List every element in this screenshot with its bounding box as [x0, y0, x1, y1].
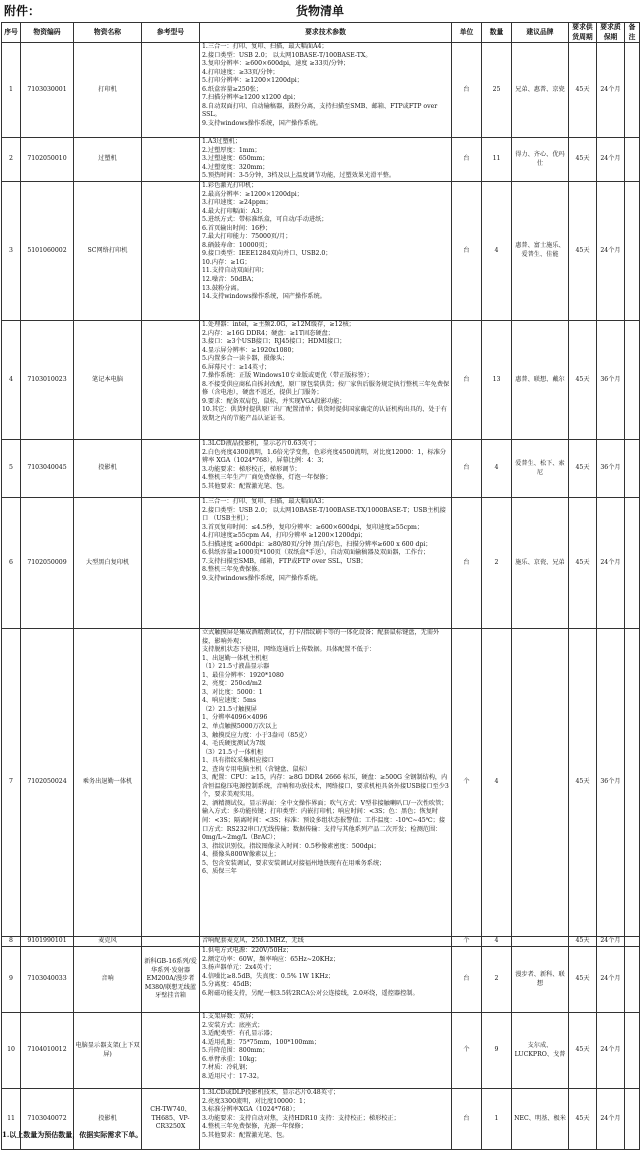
row-note: [625, 321, 640, 440]
col-name: 物资名称: [74, 23, 142, 43]
row-qty: 4: [482, 629, 512, 937]
table-row: [2, 321, 640, 440]
row-warranty: 24个月: [597, 1089, 625, 1150]
row-name: 电脑显示器支架(上下双屏): [74, 1013, 142, 1089]
row-warranty: 24个月: [597, 947, 625, 1013]
row-period: 45天: [569, 1013, 597, 1089]
row-model: [142, 937, 200, 947]
row-warranty: 24个月: [597, 43, 625, 138]
row-spec: 1.支架屏数：双屏； 2.安装方式：底座式； 3.适配类型：有孔显示器； 4.适用孔距：75*75mm，100*100mm； 5.升降范围：800mm； 6.单臂承重：10kg； 7.材质：冷轧钢； 8.适用尺寸：17-32。: [200, 1013, 452, 1089]
row-model: [142, 138, 200, 182]
row-qty: 25: [482, 43, 512, 138]
row-code: 7104010012: [21, 1013, 74, 1089]
row-code: 7103010023: [21, 321, 74, 440]
row-note: [625, 43, 640, 138]
row-name: 乘务出退勤一体机: [74, 629, 142, 937]
row-note: [625, 440, 640, 498]
row-warranty: 36个月: [597, 440, 625, 498]
row-no: 6: [2, 498, 21, 629]
table-row: [2, 440, 640, 498]
row-name: 过塑机: [74, 138, 142, 182]
table-row: [2, 629, 640, 937]
row-period: 45天: [569, 1089, 597, 1150]
row-period: 45天: [569, 937, 597, 947]
row-qty: 4: [482, 182, 512, 321]
row-no: 8: [2, 937, 21, 947]
row-qty: 13: [482, 321, 512, 440]
row-no: 3: [2, 182, 21, 321]
table-row: [2, 498, 640, 629]
row-no: 4: [2, 321, 21, 440]
row-period: 45天: [569, 321, 597, 440]
row-no: 9: [2, 947, 21, 1013]
row-brand: 爱普生、松下、索尼: [512, 440, 569, 498]
row-unit: 台: [452, 182, 482, 321]
table-header-row: [2, 23, 640, 43]
row-model: [142, 182, 200, 321]
row-model: [142, 629, 200, 937]
row-unit: 台: [452, 498, 482, 629]
row-brand: 惠普、富士施乐、爱普生、佳能: [512, 182, 569, 321]
row-spec: 立式触摸屏是集成酒精测试仪，打卡/指纹刷卡等的一体化设备；配套鼠标键盘，无需外接，影响外观； 支持脱机状态下使用，网络连通后上传数据。具体配置不低于： 1、出退勤一体机主机柜 （1）21.5寸液晶显示器 1、最佳分辨率：1920*1080 2、亮度：250cd/m2 3、对比度：5000：1 4、响应速度：5ms （2）21.5寸触摸屏 1、分辨率4096×4096 2、单点触摸5000万次以上 3、触摸反应力度：小于3盎司（85克） 4、毛氏硬度测试为7级 （3）21.5寸一体机柜 1、具有指纹采集相应接口 2、查询专用电脑主机（含键盘、鼠标） 3、配置：CPU：≥15，内存：≥8G DDR4 2666 标压，硬盘：≥500G 全钢制结构，内含恒温稳压电源控制系统，音响和功放技术，网络接口，要求机柜具备外接USB接口至少3个，要求美观实用。 2、酒精测试仪。显示界面：全中文操作界面；吹气方式：V型非接触喇叭口/一次性吹管；输入方式：多功能按键；打印类型：内嵌打印机；响应时间：<3S；色：黑色；恢复时间：<3S；隔离时间：<3S；标准：预设多组状态报警值；工作温度：-10℃~45℃；接口方式：RS232串口/无线传输；数据传输：支持与其他系列产品二次开发；检测范围：0mg/L~2mg/L（BrAC）； 3、指纹识别仪。指纹图像录入时间：0.5秒像素密度：500dpi； 4、摄像头800W像素以上； 5、包含安装调试，要求安装调试对接福州地铁现有在用乘务系统； 6、质保三年: [200, 629, 452, 937]
table-row: [2, 1013, 640, 1089]
row-unit: 台: [452, 1089, 482, 1150]
row-warranty: 24个月: [597, 1013, 625, 1089]
row-no: 5: [2, 440, 21, 498]
row-unit: 台: [452, 947, 482, 1013]
row-note: [625, 182, 640, 321]
row-code: 7103040072: [21, 1089, 74, 1150]
row-period: 45天: [569, 629, 597, 937]
row-name: 笔记本电脑: [74, 321, 142, 440]
row-no: 2: [2, 138, 21, 182]
col-unit: 单位: [452, 23, 482, 43]
row-warranty: 24个月: [597, 138, 625, 182]
row-no: 7: [2, 629, 21, 937]
col-spec: 要求技术参数: [200, 23, 452, 43]
row-period: 45天: [569, 138, 597, 182]
row-spec: 1.三合一：打印、复印、扫描，最大幅面A4； 2.接口类型：USB 2.0； 以太网10BASE-T/100BASE-TX。 3.复印分辨率：≥600×600dpi，速度 ≥33页/分钟； 4.打印速度：≥33页/分钟； 5.打印分辨率：≥1200×1200dpi； 6.纸盒容量≥250张； 7.扫描分辨率≥1200 x1200 dpi； 8.自动双面打印、自动输稿器，鼓粉分离，支持扫描至SMB、邮箱、FTP或FTP over SSL。 9.支持windows操作系统，国产操作系统。: [200, 43, 452, 138]
row-note: [625, 947, 640, 1013]
row-note: [625, 138, 640, 182]
row-model: [142, 440, 200, 498]
header: [0, 0, 640, 22]
row-name: 投影机: [74, 440, 142, 498]
row-period: 45天: [569, 440, 597, 498]
row-spec: 1.A3过塑机； 2.过塑厚度：1mm； 3.过塑速度：650mm； 4.过塑宽度：320mm； 5.预热时间：3-5分钟，3档及以上温度调节功能，过塑效果光滑平整。: [200, 138, 452, 182]
row-name: SC网络打印机: [74, 182, 142, 321]
row-code: 7103030001: [21, 43, 74, 138]
row-name: 音响: [74, 947, 142, 1013]
row-name: 大型黑白复印机: [74, 498, 142, 629]
row-unit: 个: [452, 629, 482, 937]
row-warranty: 24个月: [597, 498, 625, 629]
row-model: [142, 321, 200, 440]
row-note: [625, 1089, 640, 1150]
row-warranty: 24个月: [597, 182, 625, 321]
row-brand: 漫步者、新科、联想: [512, 947, 569, 1013]
row-brand: 支尔成、LUCKPRO、戈普: [512, 1013, 569, 1089]
row-spec: 1.处理器：intel，≥主频2.0G，≥12M缓存，≥12核； 2.内存：≥16G DDR4；硬盘：≥1T固态硬盘； 3.接口：≥3个USB接口；RJ45接口；HDMI接口； 4.显示屏分辨率：≥1920x1080； 5.内置多合一读卡器，摄像头； 6.屏幕尺寸：≥14英寸； 7.操作系统：正版 Windows10专业版或更优（带正版标签）； 8.不接受供应商私自拆封改配，原厂原包装供货；按厂家售后服务规定执行整机三年免费保修（含电池），硬盘不返还，提供上门服务； 9.要求：配备双肩包，鼠标，并实现VGA投影功能； 10.其它：供货时提供原厂出厂配置清单；供货时提供国家确定的认证机构出具的、处于有效期之内的节能产品认证证书。: [200, 321, 452, 440]
row-spec: 1.3LCD液晶投影机，显示芯片0.63英寸； 2.白色亮度4300流明，1.6倍光学变焦，色彩亮度4500流明，对比度12000：1，标准分辨率 XGA（1024*768），屏幕比例：4：3； 3.功能要求：梯形校正，梯形调节； 4.整机三年生产厂商免费保修，灯泡一年保修； 5.其他要求：配置激光笔、包。: [200, 440, 452, 498]
goods-table: [1, 22, 640, 1150]
row-spec: 音响配套麦克风，250.1MHZ，无线: [200, 937, 452, 947]
row-period: 45天: [569, 498, 597, 629]
col-brand: 建议品牌: [512, 23, 569, 43]
col-code: 物资编码: [21, 23, 74, 43]
row-model: [142, 498, 200, 629]
page-title: 货物清单: [295, 4, 344, 18]
table-row: [2, 1089, 640, 1150]
row-brand: 施乐、京瓷、兄弟: [512, 498, 569, 629]
row-note: [625, 1013, 640, 1089]
col-no: 序号: [2, 23, 21, 43]
row-brand: 得力、齐心、优玛仕: [512, 138, 569, 182]
row-qty: 2: [482, 947, 512, 1013]
table-row: [2, 43, 640, 138]
row-period: 45天: [569, 947, 597, 1013]
row-period: 45天: [569, 182, 597, 321]
table-row: [2, 947, 640, 1013]
row-model: [142, 43, 200, 138]
row-name: 麦克风: [74, 937, 142, 947]
row-model: CH-TW740、TH685、VP-CR3250X: [142, 1089, 200, 1150]
row-unit: 台: [452, 43, 482, 138]
row-qty: 9: [482, 1013, 512, 1089]
col-period: 要求供货周期: [569, 23, 597, 43]
row-model: 新科GB-16系列/爱华系列·发射器EM200A/漫步者M380/联想无线蓝牙壁挂音箱: [142, 947, 200, 1013]
row-code: 7102050009: [21, 498, 74, 629]
table-row: [2, 182, 640, 321]
row-note: [625, 629, 640, 937]
row-note: [625, 498, 640, 629]
row-unit: 台: [452, 321, 482, 440]
row-no: 10: [2, 1013, 21, 1089]
table-row: [2, 138, 640, 182]
row-brand: [512, 937, 569, 947]
row-brand: 兄弟、惠普、京瓷: [512, 43, 569, 138]
row-code: 5101060002: [21, 182, 74, 321]
row-period: 45天: [569, 43, 597, 138]
row-name: 打印机: [74, 43, 142, 138]
row-qty: 1: [482, 1089, 512, 1150]
row-model: [142, 1013, 200, 1089]
row-code: 7102050024: [21, 629, 74, 937]
row-spec: 1.三合一：打印、复印、扫描，最大幅面A3； 2.接口类型：USB 2.0； 以太网10BASE-T/100BASE-TX/1000BASE-T；USB主机接口 （USB主机）； 3.首页复印时间：≤4.5秒，复印分辨率：≥600×600dpi，复印速度≥55cpm； 4.打印速度≥55cpm A4，打印分辨率 ≥1200×1200dpi； 5.扫描速度 ≥600dpi：≥80/80页/分钟 黑白/彩色，扫描分辨率≥600 x 600 dpi； 6.供纸容量≥1000页*100页（双纸盒*手送），自动双面输稿器及双面器，工作台； 7.支持扫描至SMB，邮箱，FTP或FTP over SSL，USB； 8.整机三年免费保修。 9.支持windows操作系统，国产操作系统。: [200, 498, 452, 629]
row-brand: 惠普、联想、戴尔: [512, 321, 569, 440]
row-unit: 台: [452, 440, 482, 498]
row-qty: 4: [482, 937, 512, 947]
row-code: 9101990101: [21, 937, 74, 947]
row-no: 11: [2, 1089, 21, 1150]
row-code: 7102050010: [21, 138, 74, 182]
row-code: 7103040033: [21, 947, 74, 1013]
row-spec: 1.供电方式电源：220V/50Hz； 2.额定功率：60W，频率响应：65Hz~20KHz； 3.扬声器单元：2x4英寸； 4.信噪比≥8.5dB，失真度：0.5% 1W 1KHz； 5.分离度：45dB； 6.附磁功能支持，另配一根3.5转2RCA公对公连接线，2.0环绕，遥控器控制。: [200, 947, 452, 1013]
row-brand: [512, 629, 569, 937]
row-note: [625, 937, 640, 947]
row-unit: 个: [452, 1013, 482, 1089]
col-warranty: 要求质保期: [597, 23, 625, 43]
col-note: 备注: [625, 23, 640, 43]
footnote: 1.以上数量为预估数量，依据实际需求下单。: [2, 1130, 143, 1139]
row-spec: 1.彩色激光打印机； 2.最高分辨率：≥1200×1200dpi； 3.打印速度：≥24ppm； 4.最大打印幅面：A3； 5.进纸方式：带标准纸盒，可自动/手动进纸； 6.首页输出时间：16秒； 7.最大打印能力：75000页/月； 8.硒鼓寿命：10000页； 9.接口类型：IEEE1284双向并口、USB2.0； 10.内存：≥1G； 11.支持自动双面打印； 12.噪音：50dBA； 13.鼓粉分离。 14.支持windows操作系统，国产操作系统。: [200, 182, 452, 321]
row-code: 7103040045: [21, 440, 74, 498]
table-row: [2, 937, 640, 947]
row-qty: 2: [482, 498, 512, 629]
attachment-label: 附件：: [4, 4, 41, 18]
row-brand: NEC、明基、极米: [512, 1089, 569, 1150]
row-no: 1: [2, 43, 21, 138]
row-spec: 1.3LCD或DLP投影机技术，显示芯片0.48英寸； 2.亮度3300流明，对比度10000：1； 3.标准分辨率XGA（1024*768）； 3.功能要求：支持自动对焦，支持HDR10 支持：支持校正；梯形校正； 4.整机三年免费保修，光源一年保修； 5.其他要求：配置激光笔、包。: [200, 1089, 452, 1150]
row-qty: 4: [482, 440, 512, 498]
row-warranty: 36个月: [597, 629, 625, 937]
row-name: 投影机: [74, 1089, 142, 1150]
row-warranty: 36个月: [597, 321, 625, 440]
col-qty: 数量: [482, 23, 512, 43]
row-qty: 11: [482, 138, 512, 182]
row-warranty: 24个月: [597, 937, 625, 947]
col-model: 参考型号: [142, 23, 200, 43]
row-unit: 台: [452, 138, 482, 182]
row-unit: 个: [452, 937, 482, 947]
